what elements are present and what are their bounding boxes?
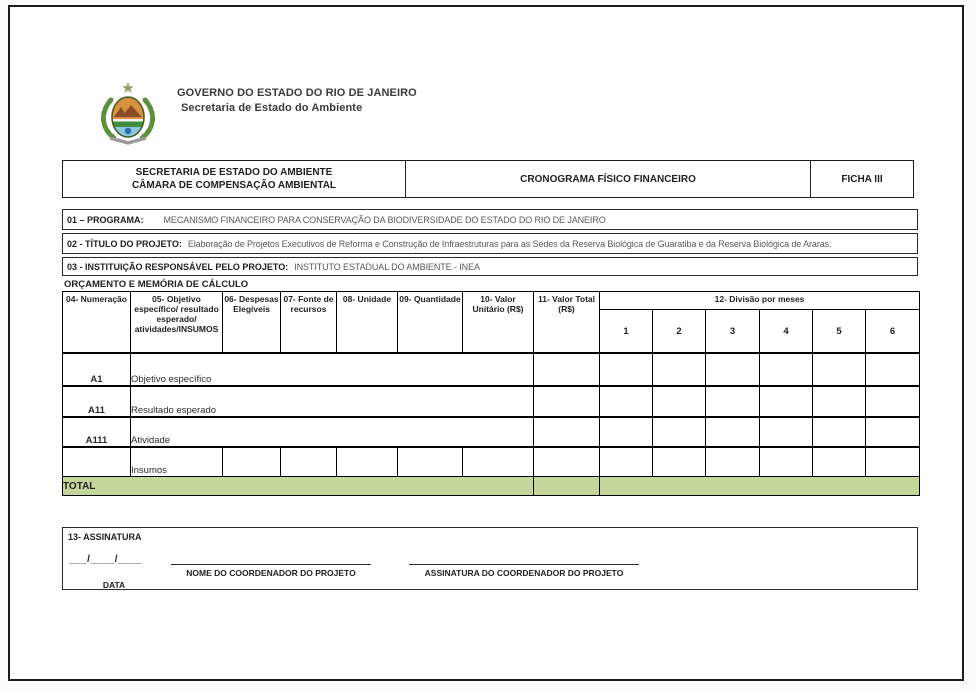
col-header-numeracao: 04- Numeração <box>63 292 131 354</box>
programa-row <box>62 209 918 230</box>
camara-line: CÂMARA DE COMPENSAÇÃO AMBIENTAL <box>131 180 337 191</box>
empty-cell <box>866 386 920 417</box>
row-description: Objetivo específico <box>131 353 534 386</box>
col-header-quantidade: 09- Quantidade <box>398 292 463 354</box>
title-bar <box>62 160 914 198</box>
date-field[interactable]: ___/____/____ <box>69 554 143 565</box>
row-code: A1 <box>63 353 131 386</box>
row-atividade <box>63 417 920 447</box>
empty-cell <box>534 353 600 386</box>
row-description: Resultado esperado <box>131 386 534 417</box>
empty-cell <box>337 447 398 477</box>
ficha-number: FICHA III <box>841 173 883 185</box>
row-code: A11 <box>63 386 131 417</box>
col-header-valor-total: 11- Valor Total (R$) <box>534 292 600 354</box>
month-header-5: 5 <box>813 310 866 354</box>
instituicao-label: 03 - INSTITUIÇÃO RESPONSÁVEL PELO PROJETO: <box>67 261 289 272</box>
row-insumos <box>63 447 920 477</box>
form-title: CRONOGRAMA FÍSICO FINANCEIRO <box>406 161 811 197</box>
row-resultado-esperado <box>63 386 920 417</box>
empty-cell <box>600 353 653 386</box>
instituicao-row <box>62 257 918 276</box>
coat-of-arms-icon <box>97 80 159 148</box>
header-row-top <box>63 292 920 310</box>
empty-cell <box>463 447 534 477</box>
total-valor-cell <box>534 477 600 496</box>
empty-cell <box>653 417 706 447</box>
signature-title: 13- ASSINATURA <box>68 532 142 542</box>
empty-cell <box>653 447 706 477</box>
titulo-projeto-value: Elaboração de Projetos Executivos de Reforma e Construção de Infraestruturas para as Sedes da Reserva Biológica de Guaratiba e da Reserva Biológica de Araras. <box>187 238 832 249</box>
empty-cell <box>600 447 653 477</box>
coordinator-name-field <box>171 548 371 578</box>
empty-cell <box>534 447 600 477</box>
state-logo <box>97 80 159 148</box>
programa-value: MECANISMO FINANCEIRO PARA CONSERVAÇÃO DA BIODIVERSIDADE DO ESTADO DO RIO DE JANEIRO <box>163 214 606 225</box>
row-objetivo-especifico <box>63 353 920 386</box>
month-header-2: 2 <box>653 310 706 354</box>
empty-cell <box>706 386 760 417</box>
month-header-1: 1 <box>600 310 653 354</box>
month-header-6: 6 <box>866 310 920 354</box>
empty-cell <box>760 447 813 477</box>
instituicao-value: INSTITUTO ESTADUAL DO AMBIENTE - INEA <box>294 261 480 272</box>
empty-cell <box>760 417 813 447</box>
col-header-divisao-meses: 12- Divisão por meses <box>600 292 920 310</box>
empty-cell <box>866 417 920 447</box>
org-name-line1: GOVERNO DO ESTADO DO RIO DE JANEIRO <box>177 87 417 99</box>
row-description: Insumos <box>131 447 223 477</box>
empty-cell <box>813 417 866 447</box>
col-header-unidade: 08- Unidade <box>337 292 398 354</box>
coordinator-signature-field <box>409 548 639 578</box>
titulo-projeto-row <box>62 233 918 254</box>
empty-cell <box>281 447 337 477</box>
empty-cell <box>398 447 463 477</box>
month-header-3: 3 <box>706 310 760 354</box>
budget-section-title: ORÇAMENTO E MEMÓRIA DE CÁLCULO <box>64 279 249 290</box>
total-months-cell <box>600 477 920 496</box>
coordinator-signature-caption: ASSINATURA DO COORDENADOR DO PROJETO <box>424 568 624 578</box>
row-description: Atividade <box>131 417 534 447</box>
col-header-despesas: 06- Despesas Elegíveis <box>223 292 281 354</box>
org-name-line2: Secretaria de Estado do Ambiente <box>181 102 363 114</box>
row-code: A111 <box>63 417 131 447</box>
title-bar-left <box>63 161 406 197</box>
empty-cell <box>813 447 866 477</box>
titulo-projeto-label: 02 - TÍTULO DO PROJETO: <box>67 238 182 249</box>
empty-cell <box>223 447 281 477</box>
empty-cell <box>600 386 653 417</box>
empty-cell <box>653 386 706 417</box>
total-label: TOTAL <box>63 477 534 496</box>
signature-section <box>62 527 918 590</box>
empty-cell <box>706 417 760 447</box>
coordinator-name-line[interactable] <box>171 548 371 565</box>
coordinator-signature-line[interactable] <box>409 548 639 565</box>
empty-cell <box>600 417 653 447</box>
empty-cell <box>760 353 813 386</box>
coordinator-name-caption: NOME DO COORDENADOR DO PROJETO <box>186 568 356 578</box>
secretaria-line: SECRETARIA DE ESTADO DO AMBIENTE <box>135 167 333 178</box>
empty-cell <box>866 353 920 386</box>
empty-cell <box>760 386 813 417</box>
col-header-fonte: 07- Fonte de recursos <box>281 292 337 354</box>
empty-cell <box>534 417 600 447</box>
empty-cell <box>653 353 706 386</box>
programa-label: 01 – PROGRAMA: <box>67 214 144 225</box>
col-header-valor-unitario: 10- Valor Unitário (R$) <box>463 292 534 354</box>
empty-cell <box>706 353 760 386</box>
form-page <box>8 5 964 681</box>
month-header-4: 4 <box>760 310 813 354</box>
empty-cell <box>813 353 866 386</box>
org-header <box>177 86 597 116</box>
budget-table <box>62 291 920 496</box>
empty-cell <box>534 386 600 417</box>
empty-cell <box>866 447 920 477</box>
date-caption: DATA <box>102 580 126 590</box>
empty-cell <box>813 386 866 417</box>
row-code <box>63 447 131 477</box>
col-header-objetivo: 05- Objetivo específico/ resultado esperado/ atividades/INSUMOS <box>131 292 223 354</box>
empty-cell <box>706 447 760 477</box>
total-row <box>63 477 920 496</box>
